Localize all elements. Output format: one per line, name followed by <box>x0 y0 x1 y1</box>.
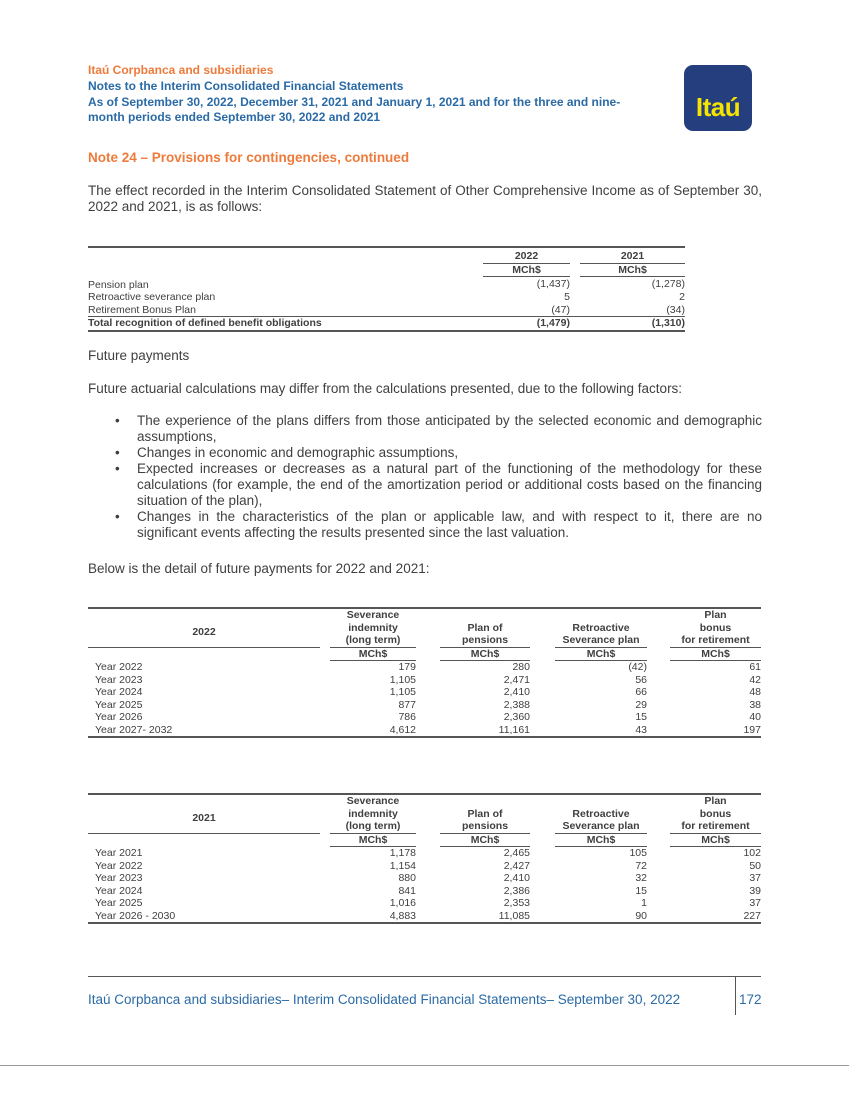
payments-2022-table <box>88 607 761 738</box>
column-unit: MCh$ <box>670 833 761 847</box>
cell-value: 32 <box>635 872 647 884</box>
cell-value: 39 <box>749 884 761 897</box>
cell-value: 4,612 <box>389 723 416 736</box>
column-header: Severance plan <box>555 634 647 647</box>
cell-value: 105 <box>629 847 647 859</box>
row-label: Year 2025 <box>95 698 143 711</box>
row-label: Year 2022 <box>95 660 143 673</box>
column-header: Severance <box>346 795 400 807</box>
page-edge <box>0 1065 849 1066</box>
cell-value: 37 <box>749 897 761 909</box>
future-intro: Future actuarial calculations may differ from the calculations presented, due to the following factors: <box>88 381 683 396</box>
cell-value: 1 <box>641 897 647 909</box>
bullet-icon: • <box>115 413 120 428</box>
footer-separator <box>735 977 736 1015</box>
table-year-title: 2021 <box>88 794 320 833</box>
footer-divider <box>88 976 761 977</box>
factors-list <box>88 413 762 541</box>
payments-2021-table <box>88 793 761 924</box>
column-header: for retirement <box>670 820 761 833</box>
cell-value: 179 <box>398 661 416 673</box>
column-header: Plan of <box>467 621 503 634</box>
column-header: indemnity <box>348 807 398 820</box>
row-label: Retirement Bonus Plan <box>88 303 196 316</box>
column-header: bonus <box>699 807 732 820</box>
footer-text: Itaú Corpbanca and subsidiaries– Interim Consolidated Financial Statements– September 30, 2022 <box>88 992 681 1007</box>
table-row <box>88 860 761 873</box>
row-label: Year 2021 <box>95 846 143 859</box>
cell-value: 1,154 <box>389 859 416 872</box>
value-2022: (47) <box>551 303 570 316</box>
column-header <box>440 608 530 622</box>
col-unit: MCh$ <box>580 263 685 277</box>
column-header: indemnity <box>348 621 398 634</box>
row-label: Year 2026 <box>95 711 143 723</box>
cell-value: 1,105 <box>389 686 416 698</box>
cell-value: 1,105 <box>389 673 416 686</box>
oci-table <box>88 246 685 332</box>
column-header: for retirement <box>670 634 761 647</box>
cell-value: 2,427 <box>503 859 530 872</box>
table-row <box>88 291 685 304</box>
value-2022: (1,437) <box>536 277 570 290</box>
column-unit: MCh$ <box>440 833 530 847</box>
row-label: Year 2022 <box>95 859 143 872</box>
table-row <box>88 847 761 860</box>
column-header <box>440 794 530 808</box>
value-2022: (1,479) <box>483 317 570 331</box>
bullet-icon: • <box>115 461 120 476</box>
cell-value: 40 <box>749 711 761 723</box>
column-header <box>555 608 647 622</box>
row-label: Year 2023 <box>95 872 143 884</box>
table-row <box>88 686 761 699</box>
column-header: bonus <box>699 621 732 634</box>
row-label: Retroactive severance plan <box>88 291 216 303</box>
cell-value: (42) <box>628 661 647 673</box>
value-2021: 2 <box>679 291 685 303</box>
cell-value: 56 <box>635 673 647 686</box>
column-unit: MCh$ <box>440 647 530 661</box>
cell-value: 1,016 <box>389 897 416 909</box>
bullet-icon: • <box>115 445 120 460</box>
period-line-2: month periods ended September 30, 2022 and 2021 <box>88 110 381 124</box>
cell-value: 15 <box>635 711 647 723</box>
period-line-1: As of September 30, 2022, December 31, 2021 and January 1, 2021 and for the three and nine- <box>88 95 621 109</box>
row-label: Pension plan <box>88 278 149 291</box>
cell-value: 2,410 <box>503 686 530 698</box>
row-label: Year 2024 <box>95 884 143 897</box>
cell-value: 38 <box>749 698 761 711</box>
table-row <box>88 885 761 898</box>
list-item-text: Changes in economic and demographic assumptions, <box>137 445 459 460</box>
column-header: pensions <box>440 634 530 647</box>
cell-value: 2,353 <box>503 897 530 909</box>
value-2021: (1,310) <box>580 317 685 331</box>
table-row <box>88 910 761 924</box>
list-item <box>88 461 762 509</box>
cell-value: 841 <box>398 884 416 897</box>
list-item <box>88 413 762 445</box>
cell-value: 2,465 <box>503 847 530 859</box>
table-row <box>88 277 685 292</box>
cell-value: 877 <box>398 698 416 711</box>
row-label: Year 2027- 2032 <box>95 723 173 736</box>
column-unit: MCh$ <box>330 833 416 847</box>
cell-value: 66 <box>635 686 647 698</box>
column-unit: MCh$ <box>670 647 761 661</box>
col-unit: MCh$ <box>483 263 570 277</box>
column-header: Severance <box>346 609 400 621</box>
document-title: Notes to the Interim Consolidated Financial Statements <box>88 79 404 93</box>
table-year-title: 2022 <box>88 608 320 647</box>
cell-value: 42 <box>749 673 761 686</box>
cell-value: 880 <box>398 872 416 884</box>
list-item-text: Expected increases or decreases as a natural part of the functioning of the methodology for these calculations (for example, the end of the amortization period or additional costs based on the financing situation of the plan), <box>137 461 762 508</box>
table-row <box>88 711 761 724</box>
cell-value: 48 <box>749 686 761 698</box>
row-label: Year 2024 <box>95 686 143 698</box>
intro-paragraph: The effect recorded in the Interim Consolidated Statement of Other Comprehensive Income as of September 30, 2022 and 2021, is as follows: <box>88 183 762 214</box>
table-row <box>88 699 761 712</box>
cell-value: 197 <box>743 723 761 736</box>
cell-value: 90 <box>635 909 647 922</box>
total-row <box>88 317 685 331</box>
table-row <box>88 674 761 687</box>
column-header: Retroactive <box>572 621 630 634</box>
cell-value: 2,471 <box>503 673 530 686</box>
col-year-2022: 2022 <box>483 247 570 263</box>
note-title: Note 24 – Provisions for contingencies, continued <box>88 150 410 165</box>
cell-value: 2,388 <box>503 698 530 711</box>
column-unit: MCh$ <box>555 833 647 847</box>
cell-value: 102 <box>743 847 761 859</box>
logo-text: Itaú <box>695 92 741 122</box>
company-name: Itaú Corpbanca and subsidiaries <box>88 63 274 77</box>
list-item <box>88 509 762 541</box>
list-item-text: Changes in the characteristics of the plan or applicable law, and with respect to it, there are no significant events affecting the results presented since the last valuation. <box>137 509 762 540</box>
row-label: Year 2025 <box>95 897 143 909</box>
value-2021: (34) <box>666 303 685 316</box>
column-header: Retroactive <box>572 807 630 820</box>
table-row <box>88 872 761 885</box>
column-unit: MCh$ <box>555 647 647 661</box>
cell-value: 29 <box>635 698 647 711</box>
list-item-text: The experience of the plans differs from those anticipated by the selected economic and demographic assumptions, <box>137 413 762 444</box>
cell-value: 2,360 <box>503 711 530 723</box>
cell-value: 1,178 <box>389 847 416 859</box>
column-header: (long term) <box>330 820 416 833</box>
cell-value: 2,386 <box>503 884 530 897</box>
column-header: pensions <box>440 820 530 833</box>
cell-value: 11,161 <box>498 723 530 736</box>
col-year-2021: 2021 <box>580 247 685 263</box>
row-label: Year 2026 - 2030 <box>95 909 176 922</box>
table-row <box>88 897 761 910</box>
column-header: Plan <box>704 609 727 621</box>
column-header: Plan <box>704 795 727 807</box>
column-header: Severance plan <box>555 820 647 833</box>
cell-value: 50 <box>749 859 761 872</box>
cell-value: 4,883 <box>389 909 416 922</box>
table-row <box>88 661 761 674</box>
bullet-icon: • <box>115 509 120 524</box>
cell-value: 72 <box>635 859 647 872</box>
cell-value: 15 <box>635 884 647 897</box>
cell-value: 37 <box>749 872 761 884</box>
page-number: 172 <box>739 992 762 1007</box>
cell-value: 2,410 <box>503 872 530 884</box>
column-unit: MCh$ <box>330 647 416 661</box>
future-payments-heading: Future payments <box>88 348 190 363</box>
column-header: Plan of <box>467 807 503 820</box>
value-2021: (1,278) <box>651 277 685 290</box>
column-header <box>555 794 647 808</box>
detail-intro: Below is the detail of future payments for 2022 and 2021: <box>88 561 430 576</box>
value-2022: 5 <box>564 291 570 303</box>
list-item <box>88 445 762 461</box>
cell-value: 280 <box>512 661 530 673</box>
cell-value: 11,085 <box>498 909 530 922</box>
row-label: Year 2023 <box>95 673 143 686</box>
cell-value: 43 <box>635 723 647 736</box>
row-label: Total recognition of defined benefit obligations <box>88 317 483 331</box>
cell-value: 786 <box>398 711 416 723</box>
table-row <box>88 724 761 738</box>
cell-value: 61 <box>749 661 761 673</box>
column-header: (long term) <box>330 634 416 647</box>
cell-value: 227 <box>743 909 761 922</box>
table-row <box>88 304 685 317</box>
itau-logo <box>684 65 752 131</box>
